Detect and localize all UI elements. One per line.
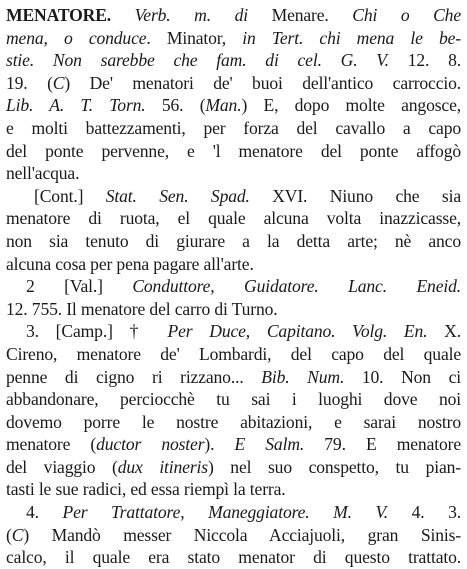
text-line <box>6 366 461 389</box>
text-segment: ) De' menatori de' buoi dell'antico carroccio. <box>64 72 462 93</box>
text-line <box>6 411 461 434</box>
text-line <box>6 298 461 321</box>
text-segment: 4. <box>26 502 63 523</box>
text-segment: mena, o conduce <box>6 27 147 48</box>
text-segment: Per Trattatore, Maneggiatore. M. V. <box>62 502 389 523</box>
text-segment: 4. 3. <box>388 502 461 523</box>
text-segment: 2 [Val.] <box>26 276 133 297</box>
text-line <box>6 117 461 140</box>
text-segment: penne di cigno ri rizzano... <box>6 366 262 387</box>
text-segment: calco, il quale era stato menator di questo trattato. <box>6 547 461 568</box>
text-line <box>6 27 461 50</box>
text-segment: Menare <box>271 5 325 25</box>
text-line <box>6 207 461 230</box>
text-segment: 19. ( <box>6 72 53 93</box>
text-segment: Cireno, menatore de' Lombardi, del capo del quale <box>6 343 461 364</box>
text-segment: Chi o Che <box>352 5 461 25</box>
text-segment: in Tert. chi mena le be- <box>242 27 462 48</box>
text-line <box>6 433 461 456</box>
text-line <box>6 253 461 276</box>
text-segment: Verb. m. di <box>111 5 272 25</box>
text-line <box>6 185 461 208</box>
text-segment: 12. 8. <box>388 50 462 71</box>
text-line <box>6 4 461 27</box>
text-line <box>6 162 461 185</box>
text-segment: 56. ( <box>145 95 206 116</box>
text-line <box>6 94 461 117</box>
text-segment: 3. [Camp.] † <box>26 321 168 342</box>
text-segment: Stat. Sen. Spad. <box>105 185 250 206</box>
text-segment: C <box>52 72 65 93</box>
text-segment: non sia tenuto di giurare a la detta arte; nè anco <box>6 230 461 251</box>
text-segment: ductor noster <box>96 434 205 455</box>
text-segment: e molti battezzamenti, per forza del cavallo a capo <box>6 117 461 138</box>
text-line <box>6 275 461 298</box>
text-line <box>6 501 461 524</box>
text-segment: Man. <box>205 95 242 116</box>
dictionary-entry <box>6 4 461 569</box>
text-segment: dovemo porre le nostre abitazioni, e sarai nostro <box>6 411 461 432</box>
text-segment: Lib. A. T. Torn. <box>6 95 146 116</box>
text-segment: stie. Non sarebbe che fam. di cel. G. V. <box>6 50 389 71</box>
text-line <box>6 320 461 343</box>
text-segment: E Salm. <box>234 434 305 455</box>
text-segment: Bib. Num. <box>261 366 345 387</box>
text-segment: del viaggio ( <box>6 456 118 477</box>
text-segment: ) Mandò messer Niccola Acciajuoli, gran Sinis- <box>23 524 461 545</box>
text-segment: XVI. Niuno che sia <box>249 185 461 206</box>
text-segment: ) E, dopo molte angosce, <box>241 95 461 116</box>
text-segment: ( <box>6 524 12 545</box>
text-segment: dux itineris <box>117 456 208 477</box>
headword: MENATORE. <box>6 5 112 25</box>
text-segment: menatore ( <box>6 434 97 455</box>
text-segment: Per Duce, Capitano. Volg. En. <box>167 321 428 342</box>
text-line <box>6 230 461 253</box>
text-segment: . <box>324 5 353 25</box>
text-segment: 10. Non ci <box>344 366 461 387</box>
text-segment: abbandonare, perciocchè tu sai i luoghi dove noi <box>6 389 461 410</box>
text-segment: ) nel suo conspetto, tu pian- <box>207 456 461 477</box>
text-line <box>6 140 461 163</box>
text-segment: tasti le sue radici, ed essa riempì la terra. <box>6 479 286 500</box>
text-segment: ). <box>204 434 235 455</box>
text-line <box>6 49 461 72</box>
text-segment: X. <box>427 321 461 342</box>
text-segment: . Minator, <box>146 27 243 48</box>
text-line <box>6 388 461 411</box>
text-line <box>6 72 461 95</box>
text-line <box>6 546 461 569</box>
text-segment: alcuna cosa per pena pagare all'arte. <box>6 253 254 274</box>
text-line <box>6 524 461 547</box>
text-segment: 12. 755. Il menatore del carro di Turno. <box>6 298 278 319</box>
text-segment: del ponte pervenne, e 'l menatore del ponte affogò <box>6 140 461 161</box>
text-segment: 79. E menatore <box>304 434 461 455</box>
text-segment: Conduttore, Guidatore. Lanc. Eneid. <box>132 276 461 297</box>
text-line <box>6 343 461 366</box>
text-line <box>6 478 461 501</box>
text-segment: nell'acqua. <box>6 163 80 184</box>
text-line <box>6 456 461 479</box>
text-segment: [Cont.] <box>34 185 106 206</box>
text-segment: menatore di ruota, el quale alcuna volta inazzicasse, <box>6 208 461 229</box>
text-segment: C <box>11 524 24 545</box>
